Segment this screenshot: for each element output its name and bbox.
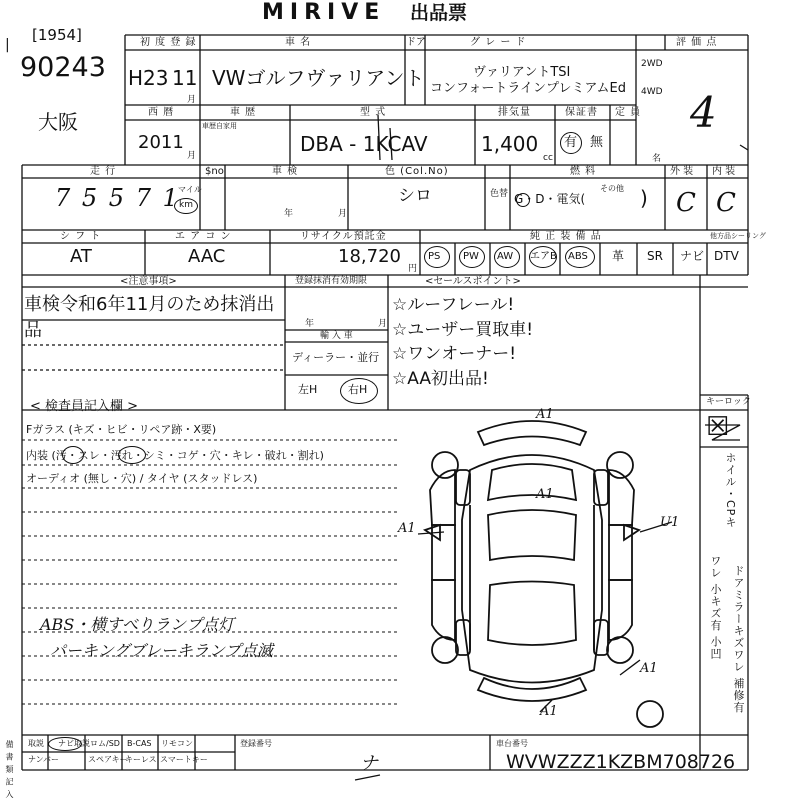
exterior-grade: C [676,188,696,218]
brand-title: MIRIVE [262,0,386,25]
fuel-close: ) [640,186,648,210]
inspector-hand1: ABS・横すべりランプ点灯 [40,615,234,634]
lot-location: 大阪 [38,110,78,134]
shift-value: AT [70,246,92,267]
warranty-no: 無 [590,135,604,150]
sale-point-1: ☆ルーフレール! [392,295,515,315]
color-value: シロ [398,186,432,206]
label-capacity: 定 員 [615,107,642,118]
damage-mark-5: A1 [640,661,658,676]
equip-aw: AW [497,251,514,262]
label-grade: グ レ ー ド [470,37,527,48]
label-color: 色 (Col.No) [385,166,449,177]
sale-point-3: ☆ワンオーナー! [392,344,517,364]
unit-km: km [179,200,193,210]
side-note-1: ホイル・CPキ [724,452,737,529]
car-name: VWゴルフヴァリアント [212,66,425,90]
brand-subtitle: 出品票 [410,2,468,24]
label-extra-equipment: 他方品シーリング [710,232,766,240]
equip-airbag: エアB [530,251,557,262]
score-value: 4 [690,88,717,137]
label-warranty: 保証書 [565,107,598,118]
bottom-equip-3: ロム/SD [90,739,120,748]
label-ref: $no [205,166,224,177]
dirt-circle [118,446,146,464]
mileage-value: 7 5 5 7 1 [55,184,180,212]
warranty-yes: 有 [564,135,578,150]
bottom-equip-2: ナビ取説 [58,739,90,748]
car-history-note: 車歴自家用 [202,122,237,130]
damage-mark-2: A1 [536,487,554,502]
label-key-lock: キーロック [706,397,751,407]
unit-month-3: 月 [338,209,348,219]
damage-mark-6: A1 [540,704,558,719]
label-displacement: 排気量 [498,107,531,118]
import-left: 左H [298,383,318,396]
left-margin: 備 書 類 記 入 [5,740,14,800]
equip-navi: ナビ [680,249,705,263]
unit-month-4: 月 [378,319,388,329]
model-type: DBA - 1KCAV [300,132,428,156]
label-recycle: リサイクル預託金 [300,231,387,242]
unit-yen: 円 [408,264,418,274]
label-aircon: エ ア コ ン [175,231,232,242]
color-sub: 色替 [490,189,509,199]
equip-pw: PW [463,251,479,262]
import-right-circle [340,378,378,404]
damage-mark-1: A1 [536,407,554,422]
notes-line1: 車検令和6年11月のため抹消出 [24,294,275,315]
label-reg-expiry: 登録抹消有効期限 [295,276,368,286]
capacity-unit: 名 [652,154,662,164]
label-fuel: 燃 料 [570,166,597,177]
fuel-circle [516,193,530,207]
drive-4wd: 4WD [641,87,663,97]
unit-cc: cc [543,153,553,163]
lot-number: 90243 [20,52,106,83]
label-model-type: 型 式 [360,107,387,118]
unit-mile: マイル [178,185,202,194]
label-mileage: 走 行 [90,166,117,177]
label-interior: 内 装 [712,166,736,177]
import-right: 右H [348,383,368,396]
label-sale-points: <セールスポイント> [425,276,521,287]
bottom-equip-7: スペアキー [88,755,128,764]
damage-mark-3: A1 [398,521,416,536]
recycle-value: 18,720 [338,246,401,267]
bottom-equip-9: スマートキー [160,755,208,764]
label-chassis: 車台番号 [496,739,528,748]
label-door: ドア [406,37,426,48]
unit-year-2: 年 [305,319,315,329]
lot-pipe: | [5,37,10,53]
reg-no-value: ナ [360,753,378,774]
grade-line1: ヴァリアントTSI [473,65,571,80]
interior-grade: C [716,188,736,218]
label-model-year: 車 歴 [230,107,257,118]
grade-line2: コンフォートラインプレミアムEd [430,81,626,96]
equip-sr: SR [647,249,663,263]
reg-era: H23 [128,66,169,90]
notes-line2: 品 [24,320,42,341]
chassis-number: WVWZZZ1KZBM708726 [506,751,736,773]
label-exterior: 外 装 [670,166,694,177]
bottom-equip-1: 取説 [28,739,44,748]
side-note-3: ドアミラーキズワレ 補修有 [732,565,745,714]
label-inspection: 車 検 [272,166,299,177]
bottom-equip-5: リモコン [161,739,193,748]
displacement: 1,400 [481,132,539,156]
damage-mark-4: U1 [660,515,680,530]
inspector-line1: Fガラス (キズ・ヒビ・リペア跡・X要) [26,423,217,436]
fuel-other: その他 [600,184,624,193]
label-score: 評 価 点 [676,37,718,48]
bottom-equip-8: キーレス [125,755,157,764]
label-inspector: < 検査員記入欄 > [30,399,139,414]
sale-point-2: ☆ユーザー買取車! [392,320,534,340]
label-first-reg: 初 度 登 録 [140,37,197,48]
car-diagram [425,421,663,727]
unit-year: 年 [284,209,294,219]
fuel-value: G・D・電気( [514,192,586,206]
unit-month-1: 月 [187,95,197,105]
sale-point-4: ☆AA初出品! [392,369,489,389]
side-note-2: ワレ 小キズ有 小凹 [709,555,722,660]
label-notes: <注意事項> [120,276,177,287]
equip-abs: ABS [568,251,588,262]
bottom-equip-6: ナンバー [28,755,60,764]
equip-ps: PS [428,251,441,262]
equip-dtv: DTV [714,249,739,263]
label-import: 輸 入 車 [320,331,353,341]
key-lock-mark: ☒ [706,412,730,442]
bottom-equip-4: B-CAS [127,739,152,748]
stain-circle [62,446,84,464]
label-shift: シ フ ト [60,231,102,242]
lot-bracket: [1954] [32,26,82,44]
aircon-value: AAC [188,246,226,267]
equip-leather: 革 [612,249,625,263]
label-car-name: 車 名 [285,37,312,48]
drive-2wd: 2WD [641,59,663,69]
unit-month-2: 月 [187,151,197,161]
inspector-line2: 内装 (汚・スレ・汚れ・シミ・コゲ・穴・キレ・破れ・割れ) [26,449,324,462]
label-equipment: 純 正 装 備 品 [530,231,602,242]
import-dealer: ディーラー・並行 [292,351,380,364]
reg-month: 11 [172,66,198,90]
label-year: 西 暦 [148,107,175,118]
inspector-line3: オーディオ (無し・穴) / タイヤ (スタッドレス) [26,472,258,485]
inspector-hand2: パーキングブレーキランプ点滅 [50,641,273,660]
label-reg-no: 登録番号 [240,739,272,748]
reg-year: 2011 [138,132,184,153]
